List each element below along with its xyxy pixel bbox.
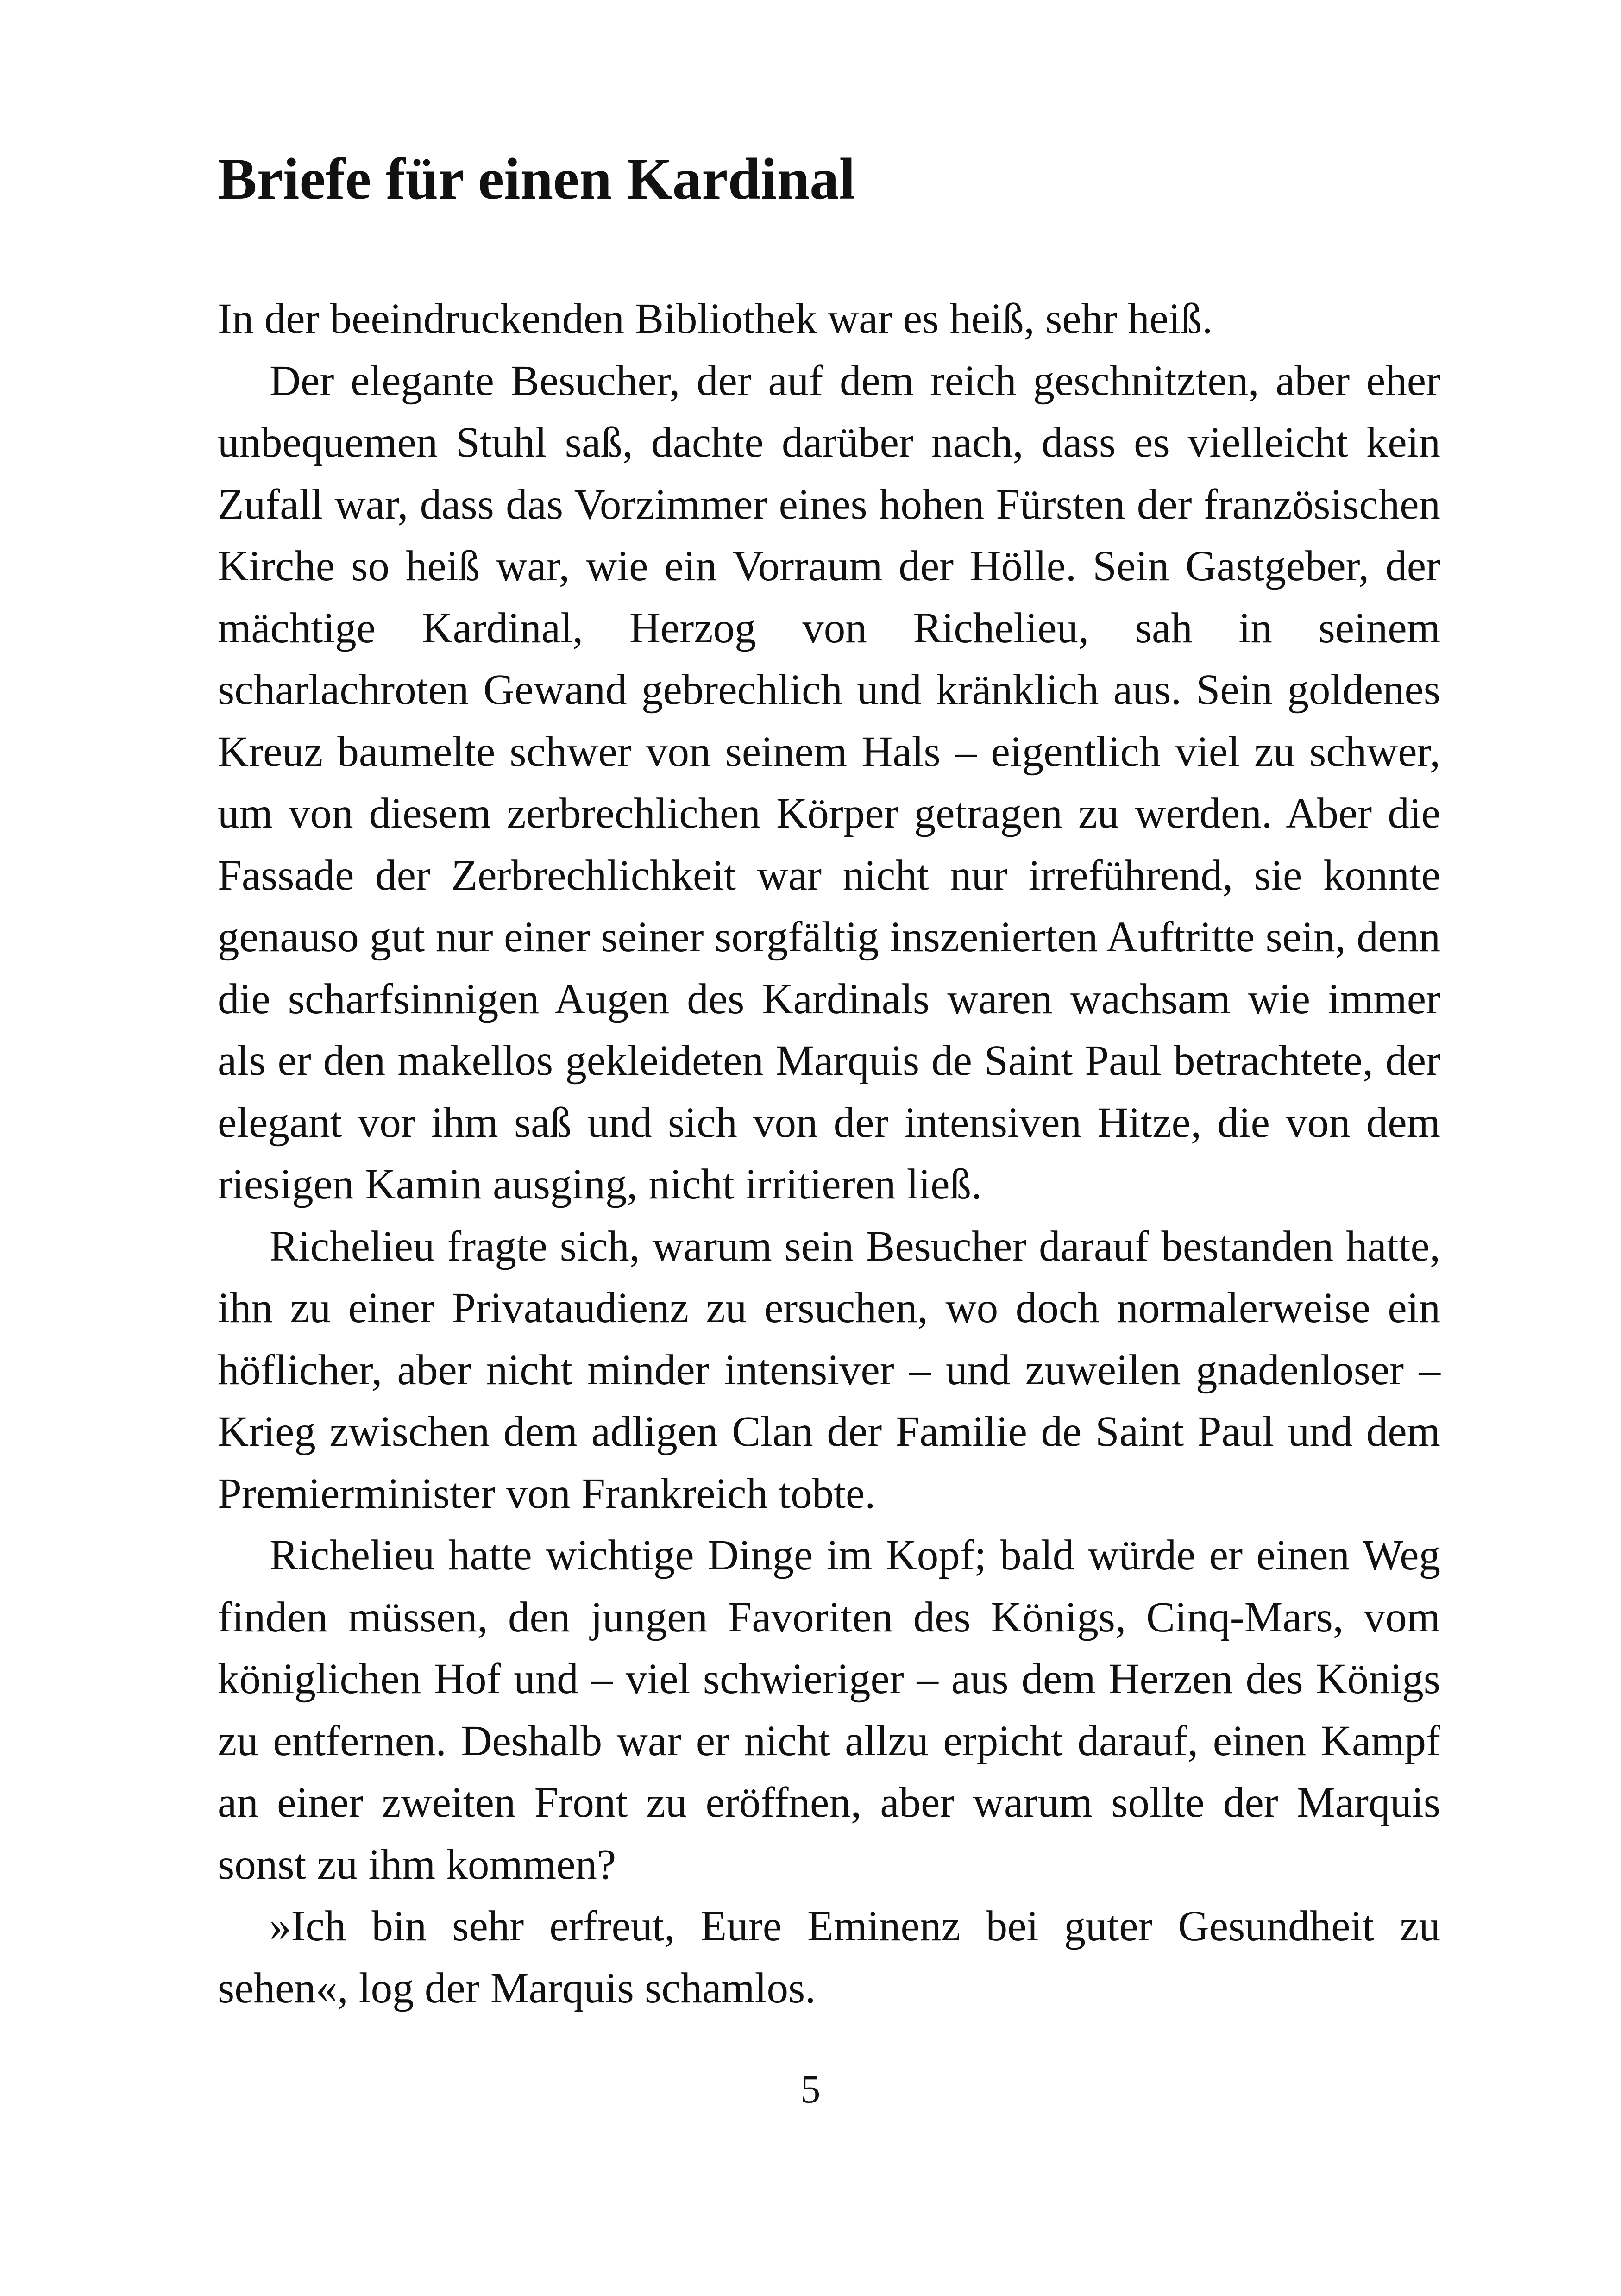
paragraph-1: In der beeindruckenden Bibliothek war es heiß, sehr heiß. (218, 295, 1213, 343)
paragraph-3: Richelieu fragte sich, warum sein Besucher darauf bestanden hatte, ihn zu einer Privataudienz zu ersuchen, wo doch normalerweise ein höflicher, aber nicht minder intensiver – und zuweilen gnadenloser – Krieg zwischen dem adligen Clan der Familie de Saint Paul und dem Premierminister von Frankreich tobte. (218, 1222, 1440, 1518)
chapter-title: Briefe für einen Kardinal (218, 147, 855, 212)
paragraph-4: Richelieu hatte wichtige Dinge im Kopf; bald würde er einen Weg finden müssen, den jungen Favoriten des Königs, Cinq-Mars, vom königlichen Hof und – viel schwieriger – aus dem Herzen des Königs zu entfernen. Deshalb war er nicht allzu erpicht darauf, einen Kampf an einer zweiten Front zu eröffnen, aber warum sollte der Marquis sonst zu ihm kommen? (218, 1531, 1440, 1888)
paragraph-5: »Ich bin sehr erfreut, Eure Eminenz bei guter Gesundheit zu sehen«, log der Marquis schamlos. (218, 1902, 1440, 2012)
chapter-body (218, 288, 1440, 2019)
paragraph-2: Der elegante Besucher, der auf dem reich geschnitzten, aber eher unbequemen Stuhl saß, dachte darüber nach, dass es vielleicht kein Zufall war, dass das Vorzimmer eines hohen Fürsten der französischen Kirche so heiß war, wie ein Vorraum der Hölle. Sein Gastgeber, der mächtige Kardinal, Herzog von Richelieu, sah in seinem scharlachroten Gewand gebrechlich und kränklich aus. Sein goldenes Kreuz baumelte schwer von seinem Hals – eigentlich viel zu schwer, um von diesem zerbrechlichen Körper getragen zu werden. Aber die Fassade der Zerbrechlichkeit war nicht nur irreführend, sie konnte genauso gut nur einer seiner sorgfältig inszenierten Auftritte sein, denn die scharfsinnigen Augen des Kardinals waren wachsam wie immer als er den makellos gekleideten Marquis de Saint Paul betrachtete, der elegant vor ihm saß und sich von der intensiven Hitze, die von dem riesigen Kamin ausging, nicht irritieren ließ. (218, 357, 1440, 1208)
page-number: 5 (800, 2067, 821, 2111)
